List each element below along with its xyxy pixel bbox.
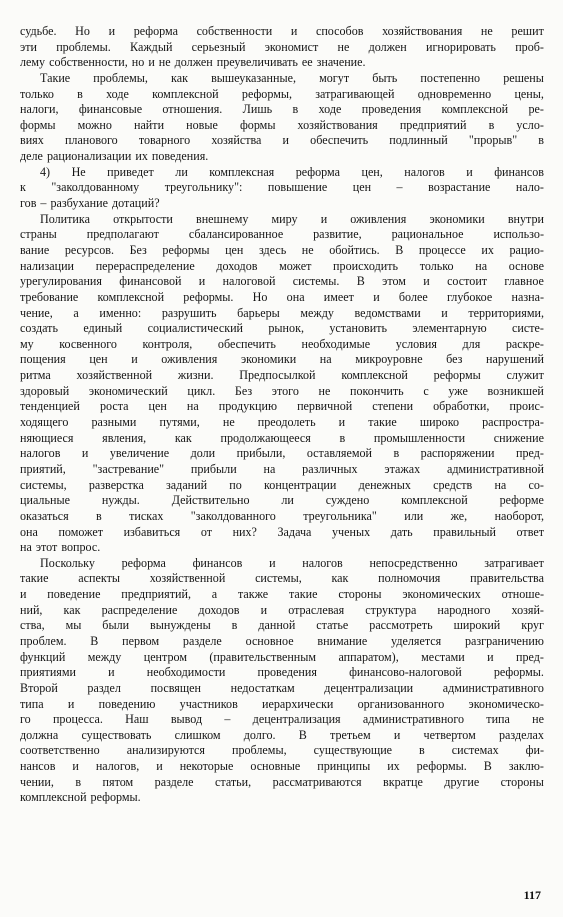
text-line: няющиеся явления, как продолжающееся в промышленности снижение xyxy=(20,430,544,445)
text-line: деле рационализации их поведения. xyxy=(20,149,209,164)
text-line: только в ходе комплексной реформы, затрагивающей одновременно цены, xyxy=(20,86,544,101)
text-line: нализации перераспределение доходов может происходить только на основе xyxy=(20,258,544,273)
text-line: создать единый социалистический рынок, установить элементарную систе- xyxy=(20,321,544,336)
body-text xyxy=(20,24,544,806)
page-number: 117 xyxy=(523,888,541,902)
text-line: оказаться в тисках "заколдованного треугольника" или же, наоборот, xyxy=(20,508,544,523)
text-line: судьбе. Но и реформа собственности и способов хозяйствования не решит xyxy=(20,24,544,38)
text-line: Такие проблемы, как вышеуказанные, могут быть постепенно решены xyxy=(40,70,544,85)
text-line: налогов и увеличение доли прибыли, оставляемой в распоряжении пред- xyxy=(20,446,544,461)
text-line: и поведение предприятий, а также такие стороны экономических отноше- xyxy=(20,587,544,602)
text-line: нансов и налогов, и некоторые основные принципы их реформы. В заклю- xyxy=(20,759,544,774)
text-line: 4) Не приведет ли комплексная реформа цен, налогов и финансов xyxy=(40,164,544,179)
text-line: приятий, "застревание" прибыли на различных этажах административной xyxy=(20,461,544,476)
text-line: должна существовать слишком долго. В третьем и четвертом разделах xyxy=(20,727,544,742)
text-line: страны предполагают сбалансированное развитие, рациональное использо- xyxy=(20,227,544,242)
text-line: она поможет избавиться от них? Задача ученых дать правильный ответ xyxy=(20,524,544,539)
text-line: тенденцией роста цен на продукцию первичной степени обработки, проис- xyxy=(20,399,544,414)
text-line: гов – разбухание дотаций? xyxy=(20,196,160,211)
text-line: требование комплексной реформы. Но она имеет и более глубокое назна- xyxy=(20,289,544,304)
text-line: типа и поведению участников иерархически организованного экономическо- xyxy=(20,696,544,711)
text-line: налоги, финансовые отношения. Лишь в ходе проведения комплексной ре- xyxy=(20,102,544,117)
text-line: к "заколдованному треугольнику": повышение цен – возрастание нало- xyxy=(20,180,544,195)
text-line: урегулирования финансовой и налоговой системы. В этом и состоит главное xyxy=(20,274,544,289)
text-line: проблем. В первом разделе основное внимание уделяется разграничению xyxy=(20,633,544,648)
text-line: на этот вопрос. xyxy=(20,540,101,555)
text-line: соответственно анализируются проблемы, существующие в системах фи- xyxy=(20,743,544,758)
text-line: чении, в пятом разделе статьи, рассматриваются вкратце другие стороны xyxy=(20,774,544,789)
text-line: лему собственности, но и не должен преувеличивать ее значение. xyxy=(20,55,366,70)
text-line: Поскольку реформа финансов и налогов непосредственно затрагивает xyxy=(40,555,544,570)
text-line: такие аспекты хозяйственной системы, как полномочия правительства xyxy=(20,571,544,586)
text-line: формы можно найти новые формы хозяйствования предприятий в усло- xyxy=(20,117,544,132)
text-line: вание ресурсов. Без реформы цен здесь не обойтись. В процессе их рацио- xyxy=(20,242,544,257)
text-line: системы, разверстка заданий по концентрации денежных средств на со- xyxy=(20,477,544,492)
text-line: комплексной реформы. xyxy=(20,790,141,805)
text-line: ний, как распределение доходов и отраслевая структура народного хозяй- xyxy=(20,602,544,617)
text-line: виях планового товарного хозяйства и обеспечить подлинный "прорыв" в xyxy=(20,133,544,148)
text-line: го процесса. Наш вывод – децентрализация административного типа не xyxy=(20,712,544,727)
text-line: эти проблемы. Каждый серьезный экономист не должен игнорировать проб- xyxy=(20,39,544,54)
text-line: приятиями и необходимости проведения финансово-налоговой реформы. xyxy=(20,665,544,680)
text-line: чение, а именно: разрушить барьеры между ведомствами и территориями, xyxy=(20,305,544,320)
text-line: му косвенного контроля, обеспечить необходимые условия для раскре- xyxy=(20,336,544,351)
text-line: ходящего разными путями, не преодолеть и такие широко распростра- xyxy=(20,415,544,430)
text-line: Второй раздел посвящен недостаткам децентрализации административного xyxy=(20,680,544,695)
text-line: циальные нужды. Действительно ли суждено комплексной реформе xyxy=(20,493,544,508)
text-line: ритма хозяйственной жизни. Предпосылкой комплексной реформы служит xyxy=(20,368,544,383)
text-line: Политика открытости внешнему миру и оживления экономики внутри xyxy=(40,211,544,226)
text-line: ства, мы были вынуждены в данной статье рассмотреть широкий круг xyxy=(20,618,544,633)
text-line: функций между центром (правительственным аппаратом), местами и пред- xyxy=(20,649,544,664)
text-line: пощения цен и оживления экономики на микроуровне без нарушений xyxy=(20,352,544,367)
text-line: здоровый экономический цикл. Без этого не покончить с уже возникшей xyxy=(20,383,544,398)
